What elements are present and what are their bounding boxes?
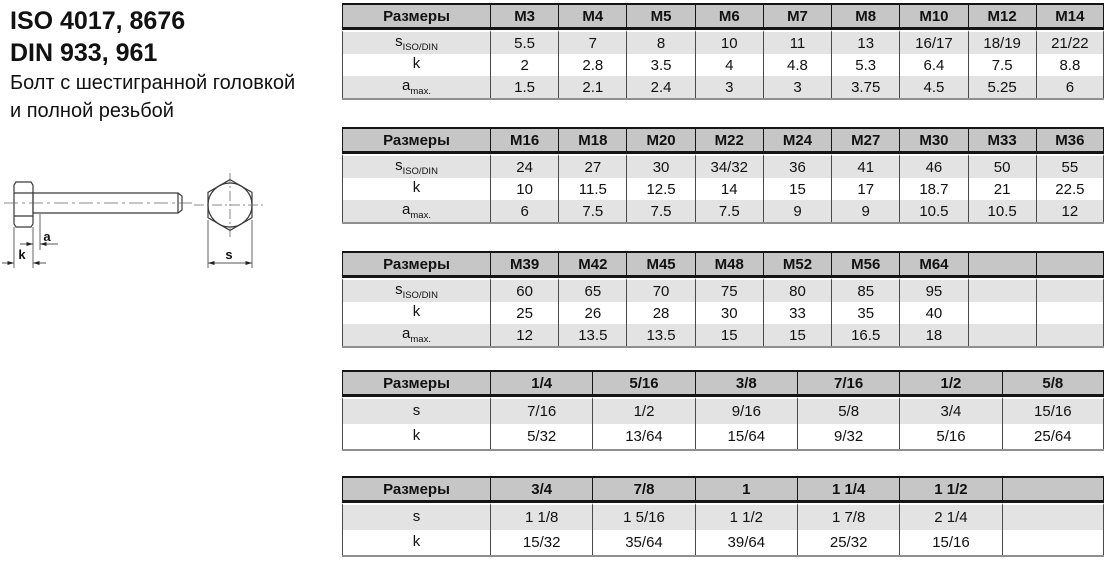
value-cell: 8.8 <box>1036 54 1104 76</box>
row-label-symbol: s <box>395 157 403 174</box>
row-label <box>342 530 490 555</box>
row-label-symbol: k <box>412 426 421 444</box>
value-cell: 9 <box>831 200 899 222</box>
value-cell: 4 <box>695 54 763 76</box>
row-label <box>342 397 490 424</box>
value-cell: 25/32 <box>797 530 899 555</box>
dimensions-table-1 <box>342 3 1104 100</box>
table-header-row <box>342 476 1104 503</box>
dim-k-label: k <box>18 247 26 262</box>
value-cell <box>968 278 1036 302</box>
row-label-symbol: a <box>402 77 411 94</box>
size-column-header <box>968 251 1036 278</box>
size-column-header: M7 <box>763 3 831 30</box>
size-column-header: 1/4 <box>490 370 592 397</box>
table-row <box>342 278 1104 302</box>
value-cell: 10.5 <box>968 200 1036 222</box>
dimensions-table-3 <box>342 251 1104 348</box>
size-column-header: M30 <box>899 127 967 154</box>
value-cell: 15/32 <box>490 530 592 555</box>
row-label-subscript: ISO/DIN <box>402 166 438 177</box>
value-cell: 95 <box>899 278 967 302</box>
dimensions-table-4 <box>342 370 1104 451</box>
value-cell: 3/4 <box>899 397 1001 424</box>
value-cell: 33 <box>763 302 831 324</box>
table-row <box>342 54 1104 76</box>
size-column-header: M39 <box>490 251 558 278</box>
size-column-header: M4 <box>558 3 626 30</box>
value-cell: 30 <box>626 154 694 178</box>
value-cell: 12 <box>490 324 558 346</box>
value-cell: 10 <box>695 30 763 54</box>
value-cell: 7 <box>558 30 626 54</box>
row-label-symbol: a <box>402 325 411 342</box>
row-label-symbol: s <box>395 281 403 298</box>
description-line-2: и полной резьбой <box>10 100 174 122</box>
value-cell: 28 <box>626 302 694 324</box>
bolt-head-side <box>14 182 33 227</box>
value-cell: 65 <box>558 278 626 302</box>
row-label-subscript: max. <box>410 210 431 221</box>
size-column-header <box>1036 251 1104 278</box>
value-cell: 1 1/2 <box>695 503 797 530</box>
value-cell: 21/22 <box>1036 30 1104 54</box>
table-header-row <box>342 251 1104 278</box>
size-column-header: 1 <box>695 476 797 503</box>
size-column-header <box>1002 476 1104 503</box>
value-cell: 6 <box>490 200 558 222</box>
value-cell: 75 <box>695 278 763 302</box>
table-header-row <box>342 127 1104 154</box>
table-header-row <box>342 3 1104 30</box>
row-label <box>342 278 490 302</box>
value-cell: 85 <box>831 278 899 302</box>
size-column-header: 3/4 <box>490 476 592 503</box>
size-column-header: M10 <box>899 3 967 30</box>
value-cell: 8 <box>626 30 694 54</box>
size-column-header: M18 <box>558 127 626 154</box>
value-cell: 14 <box>695 178 763 200</box>
value-cell: 10.5 <box>899 200 967 222</box>
value-cell <box>1036 302 1104 324</box>
value-cell: 15 <box>763 178 831 200</box>
size-column-header: M52 <box>763 251 831 278</box>
size-column-header: M56 <box>831 251 899 278</box>
value-cell: 55 <box>1036 154 1104 178</box>
value-cell <box>1036 324 1104 346</box>
bolt-technical-drawing <box>0 160 300 290</box>
size-column-header: M12 <box>968 3 1036 30</box>
table-row <box>342 154 1104 178</box>
value-cell <box>968 302 1036 324</box>
title-block <box>10 5 295 125</box>
row-label-symbol: s <box>412 401 421 419</box>
value-cell: 15 <box>695 324 763 346</box>
dim-s-label: s <box>225 247 233 262</box>
size-column-header: M42 <box>558 251 626 278</box>
dimension-tables-column <box>342 3 1104 557</box>
value-cell: 16.5 <box>831 324 899 346</box>
value-cell: 15/64 <box>695 424 797 449</box>
size-column-header: M36 <box>1036 127 1104 154</box>
value-cell: 30 <box>695 302 763 324</box>
bolt-head-facet-lines <box>14 193 33 216</box>
row-label-subscript: ISO/DIN <box>402 42 438 53</box>
value-cell: 11 <box>763 30 831 54</box>
dimension-k <box>2 247 46 265</box>
value-cell: 7/16 <box>490 397 592 424</box>
value-cell: 7.5 <box>558 200 626 222</box>
row-label <box>342 424 490 449</box>
size-column-header: M5 <box>626 3 694 30</box>
value-cell: 21 <box>968 178 1036 200</box>
row-label <box>342 76 490 98</box>
value-cell: 5.5 <box>490 30 558 54</box>
value-cell: 5.3 <box>831 54 899 76</box>
value-cell: 34/32 <box>695 154 763 178</box>
value-cell: 41 <box>831 154 899 178</box>
value-cell: 25/64 <box>1002 424 1104 449</box>
value-cell: 1/2 <box>592 397 694 424</box>
value-cell: 11.5 <box>558 178 626 200</box>
dimensions-table-5 <box>342 476 1104 557</box>
value-cell: 4.8 <box>763 54 831 76</box>
size-column-header: M16 <box>490 127 558 154</box>
table-row <box>342 178 1104 200</box>
table-row <box>342 397 1104 424</box>
value-cell: 10 <box>490 178 558 200</box>
value-cell: 12 <box>1036 200 1104 222</box>
row-label-symbol: k <box>412 303 421 320</box>
size-column-header: M24 <box>763 127 831 154</box>
value-cell: 5/8 <box>797 397 899 424</box>
row-label <box>342 54 490 76</box>
value-cell: 12.5 <box>626 178 694 200</box>
iso-standard-title: ISO 4017, 8676 <box>10 7 186 35</box>
table-row <box>342 530 1104 555</box>
table-row <box>342 424 1104 449</box>
value-cell: 39/64 <box>695 530 797 555</box>
value-cell: 9/16 <box>695 397 797 424</box>
row-label-subscript: max. <box>410 334 431 345</box>
value-cell: 24 <box>490 154 558 178</box>
value-cell: 2.8 <box>558 54 626 76</box>
value-cell: 6.4 <box>899 54 967 76</box>
table-row <box>342 76 1104 98</box>
size-column-header: M14 <box>1036 3 1104 30</box>
size-column-header: M64 <box>899 251 967 278</box>
row-label-symbol: k <box>412 179 421 196</box>
value-cell <box>1002 530 1104 555</box>
value-cell: 1 1/8 <box>490 503 592 530</box>
row-label <box>342 154 490 178</box>
dim-a-label: a <box>43 229 51 244</box>
description-line-1: Болт с шестигранной головкой <box>10 72 296 94</box>
size-column-header: 5/8 <box>1002 370 1104 397</box>
row-label <box>342 324 490 346</box>
table-header-row <box>342 370 1104 397</box>
bolt-side-view <box>2 182 192 268</box>
value-cell: 7.5 <box>626 200 694 222</box>
size-column-header: 1/2 <box>899 370 1001 397</box>
row-label <box>342 30 490 54</box>
value-cell: 1 5/16 <box>592 503 694 530</box>
value-cell: 7.5 <box>968 54 1036 76</box>
table-row <box>342 503 1104 530</box>
value-cell: 2 <box>490 54 558 76</box>
row-label-symbol: s <box>395 33 403 50</box>
row-label-symbol: k <box>412 55 421 72</box>
value-cell: 13 <box>831 30 899 54</box>
value-cell: 18 <box>899 324 967 346</box>
value-cell: 3 <box>695 76 763 98</box>
table-row <box>342 324 1104 346</box>
value-cell: 13.5 <box>558 324 626 346</box>
sizes-header-label: Размеры <box>342 251 490 278</box>
size-column-header: 5/16 <box>592 370 694 397</box>
value-cell: 1.5 <box>490 76 558 98</box>
value-cell: 2 1/4 <box>899 503 1001 530</box>
value-cell: 7.5 <box>695 200 763 222</box>
dimensions-table-2 <box>342 127 1104 224</box>
sizes-header-label: Размеры <box>342 370 490 397</box>
value-cell: 9 <box>763 200 831 222</box>
value-cell: 2.1 <box>558 76 626 98</box>
value-cell: 3.5 <box>626 54 694 76</box>
value-cell: 18/19 <box>968 30 1036 54</box>
table-row <box>342 302 1104 324</box>
size-column-header: 3/8 <box>695 370 797 397</box>
table-row <box>342 200 1104 222</box>
value-cell: 1 7/8 <box>797 503 899 530</box>
value-cell: 25 <box>490 302 558 324</box>
value-cell: 4.5 <box>899 76 967 98</box>
value-cell: 35/64 <box>592 530 694 555</box>
size-column-header: M27 <box>831 127 899 154</box>
row-label <box>342 503 490 530</box>
value-cell: 16/17 <box>899 30 967 54</box>
row-label <box>342 178 490 200</box>
value-cell: 70 <box>626 278 694 302</box>
size-column-header: M22 <box>695 127 763 154</box>
value-cell: 35 <box>831 302 899 324</box>
row-label-subscript: ISO/DIN <box>402 290 438 301</box>
size-column-header: 7/8 <box>592 476 694 503</box>
value-cell: 26 <box>558 302 626 324</box>
size-column-header: M8 <box>831 3 899 30</box>
row-label-symbol: k <box>412 532 421 550</box>
value-cell: 80 <box>763 278 831 302</box>
value-cell: 46 <box>899 154 967 178</box>
value-cell <box>968 324 1036 346</box>
value-cell: 15 <box>763 324 831 346</box>
size-column-header: M45 <box>626 251 694 278</box>
row-label-subscript: max. <box>410 86 431 97</box>
value-cell: 60 <box>490 278 558 302</box>
size-column-header: 1 1/2 <box>899 476 1001 503</box>
row-label <box>342 302 490 324</box>
value-cell <box>1036 278 1104 302</box>
value-cell: 50 <box>968 154 1036 178</box>
value-cell: 13/64 <box>592 424 694 449</box>
size-column-header: M33 <box>968 127 1036 154</box>
value-cell: 9/32 <box>797 424 899 449</box>
size-column-header: 1 1/4 <box>797 476 899 503</box>
value-cell: 27 <box>558 154 626 178</box>
value-cell: 2.4 <box>626 76 694 98</box>
sizes-header-label: Размеры <box>342 3 490 30</box>
din-standard-title: DIN 933, 961 <box>10 39 158 67</box>
value-cell: 15/16 <box>899 530 1001 555</box>
bolt-head-front-view <box>194 173 266 268</box>
value-cell: 40 <box>899 302 967 324</box>
value-cell: 5/32 <box>490 424 592 449</box>
value-cell: 5.25 <box>968 76 1036 98</box>
size-column-header: M3 <box>490 3 558 30</box>
row-label <box>342 200 490 222</box>
value-cell: 36 <box>763 154 831 178</box>
value-cell: 13.5 <box>626 324 694 346</box>
value-cell: 3 <box>763 76 831 98</box>
table-row <box>342 30 1104 54</box>
value-cell: 17 <box>831 178 899 200</box>
sizes-header-label: Размеры <box>342 127 490 154</box>
size-column-header: M6 <box>695 3 763 30</box>
size-column-header: M48 <box>695 251 763 278</box>
value-cell: 5/16 <box>899 424 1001 449</box>
size-column-header: 7/16 <box>797 370 899 397</box>
value-cell <box>1002 503 1104 530</box>
value-cell: 6 <box>1036 76 1104 98</box>
value-cell: 3.75 <box>831 76 899 98</box>
row-label-symbol: a <box>402 201 411 218</box>
size-column-header: M20 <box>626 127 694 154</box>
row-label-symbol: s <box>412 507 421 525</box>
sizes-header-label: Размеры <box>342 476 490 503</box>
value-cell: 15/16 <box>1002 397 1104 424</box>
value-cell: 18.7 <box>899 178 967 200</box>
value-cell: 22.5 <box>1036 178 1104 200</box>
